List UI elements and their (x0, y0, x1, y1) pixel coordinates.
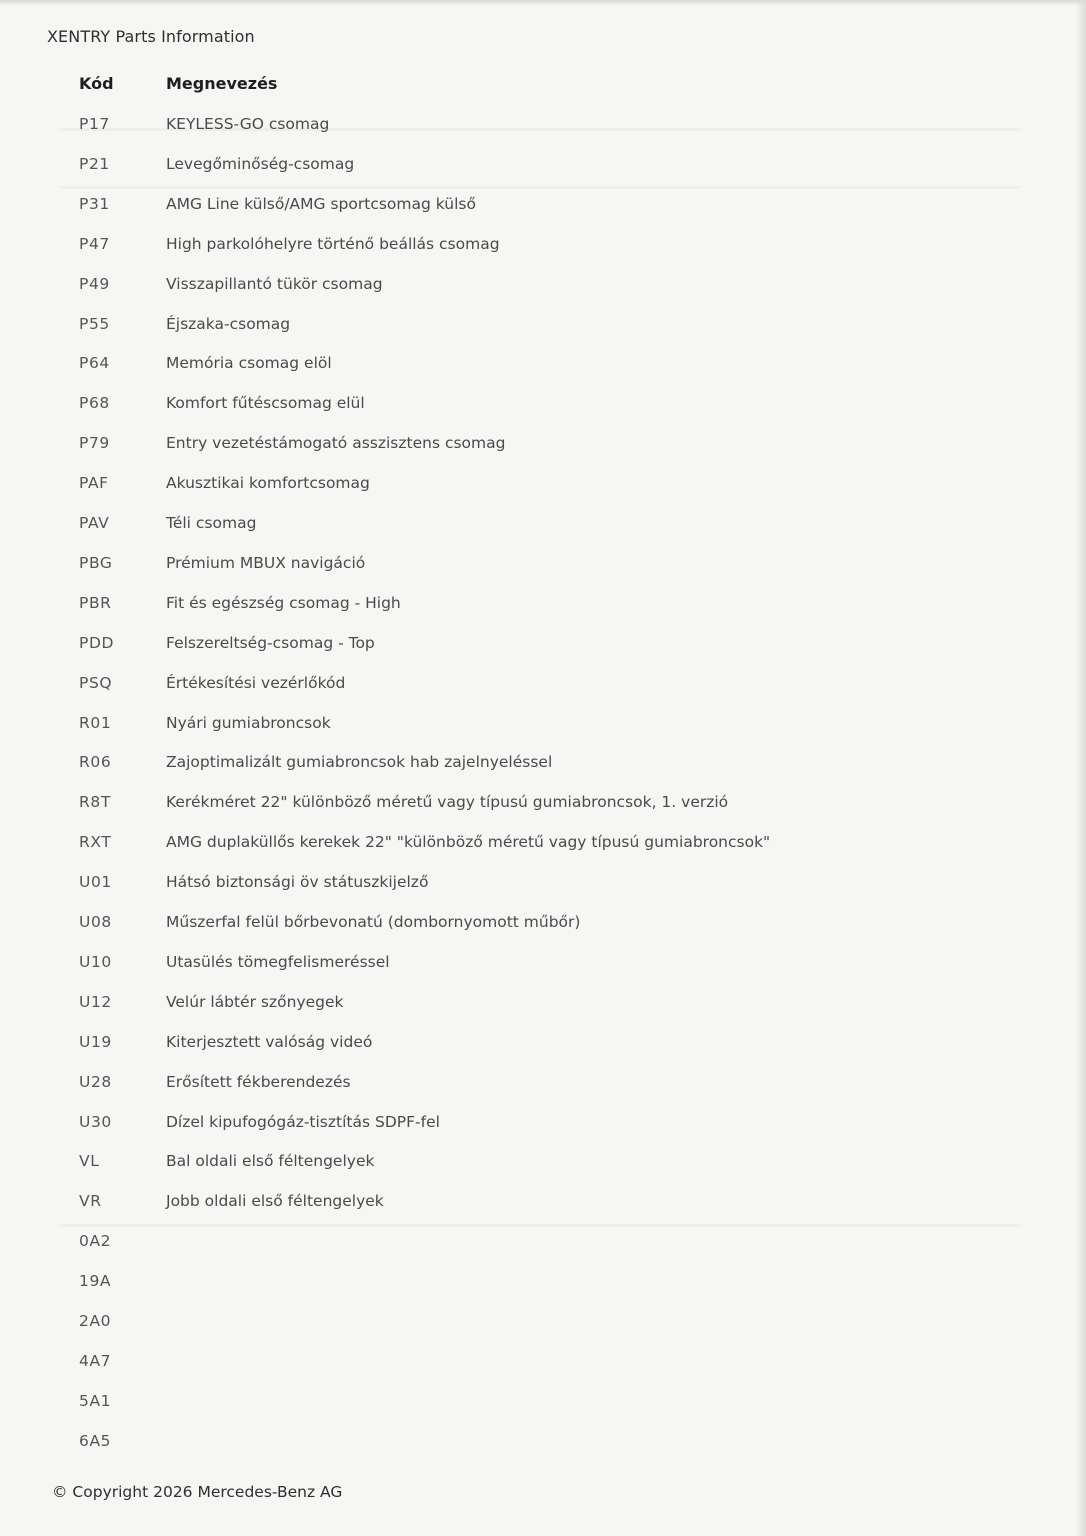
table-row (0, 793, 1086, 833)
row-name: Felszereltség-csomag - Top (166, 633, 375, 652)
row-name: Dízel kipufogógáz-tisztítás SDPF-fel (166, 1112, 440, 1131)
row-name: Komfort fűtéscsomag elül (166, 394, 365, 413)
row-code: 0A2 (79, 1232, 112, 1251)
row-name: High parkolóhelyre történő beállás csomag (166, 234, 500, 253)
table-row (0, 1352, 1086, 1392)
table-row (0, 873, 1086, 913)
row-name: Entry vezetéstámogató asszisztens csomag (166, 434, 506, 453)
table-row (0, 554, 1086, 594)
table-row (0, 474, 1086, 514)
row-name: Velúr lábtér szőnyegek (166, 992, 344, 1011)
row-code: P31 (79, 194, 110, 213)
row-name: Prémium MBUX navigáció (166, 553, 366, 572)
row-code: U19 (79, 1032, 112, 1051)
row-name: Értékesítési vezérlőkód (166, 673, 346, 692)
row-name: Fit és egészség csomag - High (166, 593, 401, 612)
row-name: Levegőminőség-csomag (166, 154, 355, 173)
table-row (0, 155, 1086, 195)
table-row (0, 115, 1086, 155)
row-name: Éjszaka-csomag (166, 314, 291, 333)
row-code: P55 (79, 314, 110, 333)
row-code: PAV (79, 514, 110, 532)
row-code: U28 (79, 1072, 112, 1091)
row-name: KEYLESS-GO csomag (166, 115, 330, 133)
table-row (0, 394, 1086, 434)
row-code: U10 (79, 952, 112, 971)
row-name: Visszapillantó tükör csomag (166, 274, 383, 293)
row-code: PAF (79, 474, 109, 493)
row-name: Jobb oldali első féltengelyek (166, 1192, 384, 1211)
table-row (0, 953, 1086, 993)
table-row (0, 1033, 1086, 1073)
row-name: Akusztikai komfortcsomag (166, 474, 370, 493)
row-code: PDD (79, 633, 115, 652)
row-code: R06 (79, 753, 112, 772)
row-name: Hátsó biztonsági öv státuszkijelző (166, 873, 429, 892)
row-name: Erősített fékberendezés (166, 1072, 351, 1091)
row-name: Nyári gumiabroncsok (166, 713, 331, 732)
table-row (0, 1312, 1086, 1352)
table-row (0, 315, 1086, 355)
table-row (0, 594, 1086, 634)
scan-edge-top (0, 0, 1086, 6)
row-name: Kerékméret 22" különböző méretű vagy típusú gumiabroncsok, 1. verzió (166, 793, 729, 812)
table-row (0, 674, 1086, 714)
table-row (0, 833, 1086, 873)
row-code: U12 (79, 992, 112, 1011)
table-row (0, 1113, 1086, 1153)
row-code: U30 (79, 1112, 112, 1131)
table-row (0, 275, 1086, 315)
row-name: Kiterjesztett valóság videó (166, 1032, 373, 1051)
row-code: RXT (79, 833, 112, 852)
row-code: 2A0 (79, 1312, 112, 1330)
row-code: 5A1 (79, 1391, 112, 1410)
row-code: PBR (79, 593, 112, 612)
row-code: VL (79, 1152, 100, 1171)
row-code: P21 (79, 154, 110, 173)
table-row (0, 993, 1086, 1033)
table-row (0, 514, 1086, 554)
footer-copyright: © Copyright 2026 Mercedes-Benz AG (52, 1483, 343, 1501)
row-name: Utasülés tömegfelismeréssel (166, 952, 390, 971)
column-header-code: Kód (79, 74, 114, 93)
row-code: U08 (79, 913, 112, 931)
table-row (0, 1152, 1086, 1192)
row-code: P17 (79, 115, 110, 133)
row-name: Téli csomag (166, 514, 257, 532)
row-name: AMG duplaküllős kerekek 22" "különböző méretű vagy típusú gumiabroncsok" (166, 833, 771, 852)
row-name: Bal oldali első féltengelyek (166, 1152, 375, 1171)
table-row (0, 753, 1086, 793)
row-name: Zajoptimalizált gumiabroncsok hab zajelnyeléssel (166, 753, 553, 772)
table-row (0, 913, 1086, 953)
table-row (0, 354, 1086, 394)
column-header-name: Megnevezés (166, 74, 278, 93)
row-code: P79 (79, 434, 110, 453)
table-row (0, 1232, 1086, 1272)
row-name: Műszerfal felül bőrbevonatú (dombornyomott műbőr) (166, 913, 581, 931)
table-row (0, 1073, 1086, 1113)
table-row (0, 195, 1086, 235)
table-row (0, 434, 1086, 474)
row-code: P47 (79, 234, 110, 253)
table-row (0, 235, 1086, 275)
row-code: R8T (79, 793, 111, 812)
table-row (0, 714, 1086, 754)
row-code: 6A5 (79, 1431, 112, 1450)
table-row (0, 634, 1086, 674)
row-name: AMG Line külső/AMG sportcsomag külső (166, 194, 476, 213)
row-code: U01 (79, 873, 112, 892)
row-code: P49 (79, 274, 110, 293)
row-code: R01 (79, 713, 112, 732)
table-row (0, 1392, 1086, 1432)
row-code: 4A7 (79, 1351, 112, 1370)
page-header-title: XENTRY Parts Information (47, 27, 255, 46)
row-code: PSQ (79, 673, 113, 692)
table-row (0, 1272, 1086, 1312)
row-code: P64 (79, 354, 110, 373)
row-name: Memória csomag elöl (166, 354, 332, 373)
row-code: P68 (79, 394, 110, 413)
row-code: PBG (79, 553, 113, 572)
table-row (0, 1192, 1086, 1232)
row-code: VR (79, 1192, 102, 1211)
table-row (0, 1432, 1086, 1472)
row-code: 19A (79, 1272, 112, 1291)
